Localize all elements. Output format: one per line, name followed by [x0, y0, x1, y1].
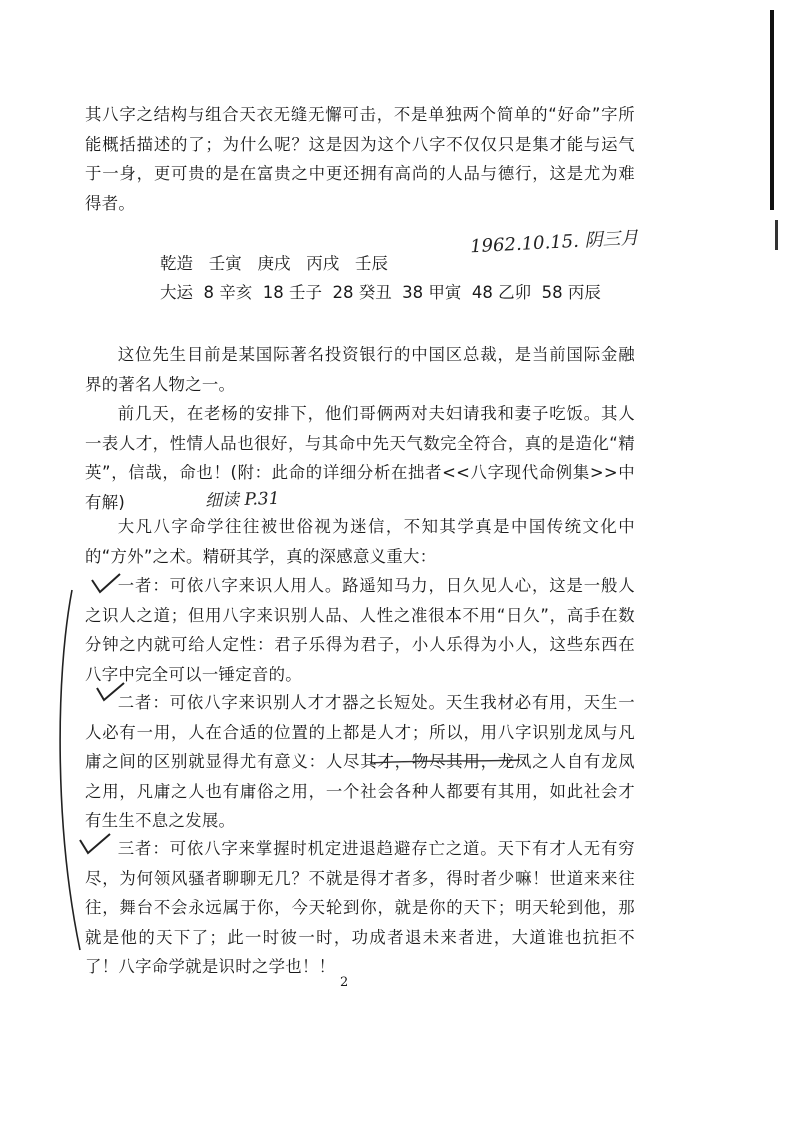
paragraph-client: 这位先生目前是某国际著名投资银行的中国区总裁，是当前国际金融界的著名人物之一。 [85, 345, 635, 394]
bazi-pillars: 乾造 壬寅 庚戌 丙戌 壬辰 [160, 254, 388, 273]
paragraph-dinner: 前几天，在老杨的安排下，他们哥俩两对夫妇请我和妻子吃饭。其人一表人才，性情人品也很好，与其命中先天气数完全符合，真的是造化“精英”，信哉，命也！(附：此命的详细分析在拙者<<八字现代命例集>>中有解) [85, 404, 635, 512]
margin-bracket [60, 590, 80, 950]
scan-edge-mark [770, 10, 774, 210]
paragraph-point-three: 三者：可依八字来掌握时机定进退趋避存亡之道。天下有才人无有穷尽，为何领风骚者聊聊无几？不就是得才者多，得时者少嘛！世道来来往往，舞台不会永远属于你，今天轮到你，就是你的天下；明天轮到他，那就是他的天下了；此一时彼一时，功成者退未来者进，大道谁也抗拒不了！八字命学就是识时之学也！！ [85, 839, 635, 976]
paragraph-point-one: 一者：可依八字来识人用人。路遥知马力，日久见人心，这是一般人之识人之道；但用八字来识别人品、人性之准很本不用“日久”，高手在数分钟之内就可给人定性：君子乐得为君子，小人乐得为小人，这些东西在八字中完全可以一锤定音的。 [85, 576, 635, 684]
paragraph-significance: 大凡八字命学往往被世俗视为迷信，不知其学真是中国传统文化中的“方外”之术。精研其学，真的深感意义重大： [85, 517, 635, 566]
handwritten-date-note: 1962.10.15. 阴三月 [469, 227, 640, 258]
page-number: 2 [340, 975, 349, 990]
scan-edge-mark [775, 220, 778, 250]
paragraph-intro: 其八字之结构与组合天衣无缝无懈可击，不是单独两个简单的“好命”字所能概括描述的了；为什么呢？这是因为这个八字不仅仅只是集才能与运气于一身，更可贵的是在富贵之中更还拥有高尚的人品与德行，这是尤为难得者。 [85, 105, 635, 213]
bazi-luck-cycles: 大运 8 辛亥 18 壬子 28 癸丑 38 甲寅 48 乙卯 58 丙辰 [160, 283, 601, 302]
handwritten-page-ref: 细读 P.31 [204, 488, 280, 512]
paragraph-point-two: 二者：可依八字来识别人才才器之长短处。天生我材必有用，天生一人必有一用，人在合适的位置的上都是人才；所以，用八字识别龙凤与凡庸之间的区别就显得尤有意义：人尽其才，物尽其用，龙凤之人自有龙凤之用，凡庸之人也有庸俗之用，一个社会各种人都要有其用，如此社会才有生生不息之发展。 [85, 693, 635, 830]
